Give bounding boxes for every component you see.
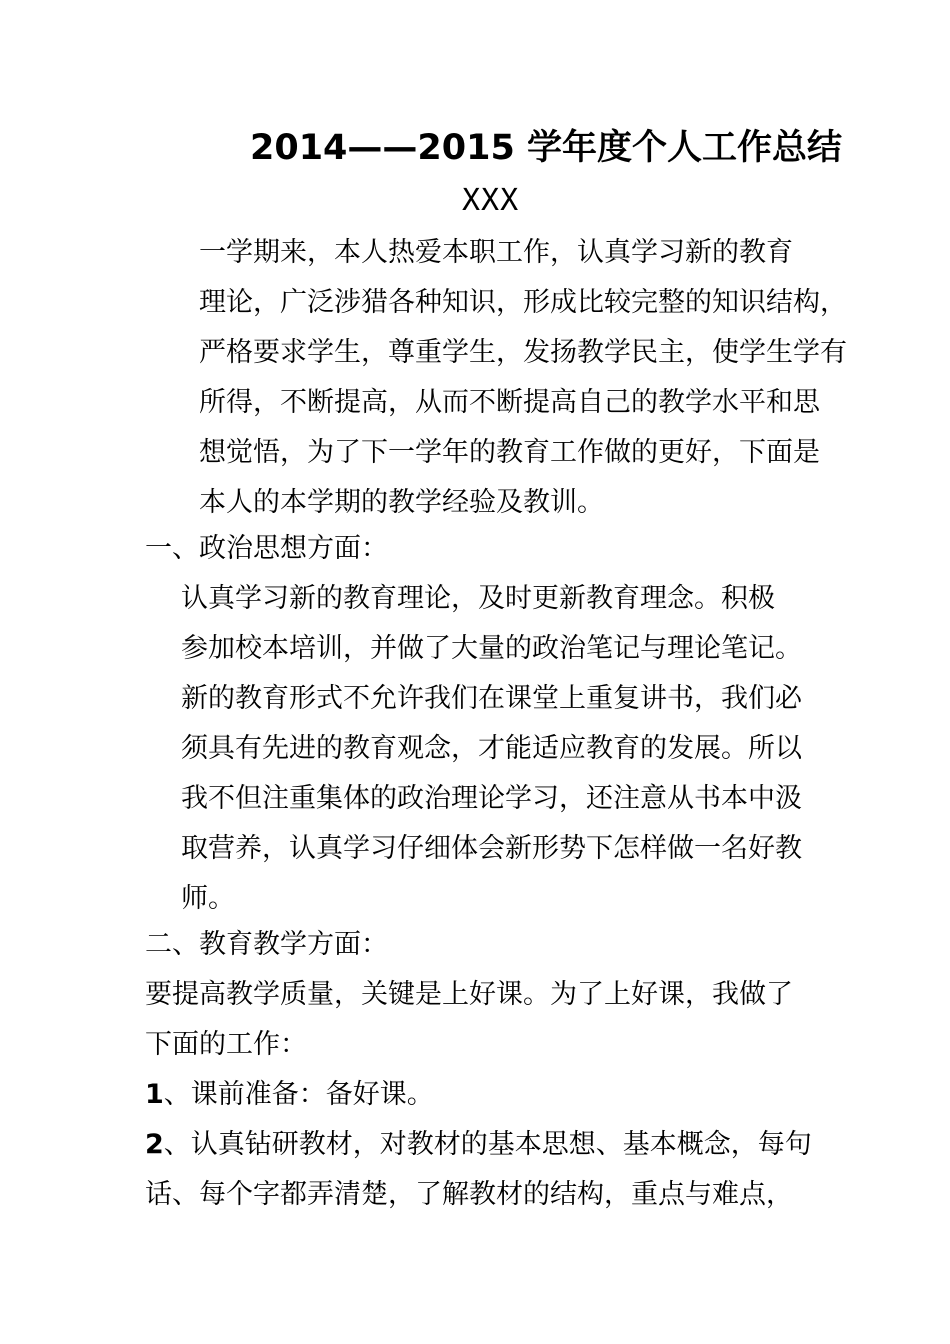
- teaching-line: 要提高教学质量，关键是上好课。为了上好课，我做了: [145, 979, 793, 1010]
- intro-line: 本人的本学期的教学经验及教训。: [199, 487, 604, 518]
- politics-line: 认真学习新的教育理论，及时更新教育理念。积极: [181, 583, 775, 614]
- list-item-1: [145, 1070, 810, 1120]
- teaching-paragraph: [145, 970, 810, 1070]
- teaching-line: 下面的工作：: [145, 1029, 307, 1060]
- politics-line: 我不但注重集体的政治理论学习，还注意从书本中汲: [181, 783, 802, 814]
- list-item-2: [145, 1120, 810, 1220]
- intro-line: 理论，广泛涉猎各种知识，形成比较完整的知识结构，: [199, 287, 847, 318]
- politics-line: 须具有先进的教育观念，才能适应教育的发展。所以: [181, 733, 802, 764]
- document-title: 2014——2015 学年度个人工作总结: [250, 128, 843, 168]
- author-name: XXX: [462, 183, 520, 218]
- intro-line: 一学期来，本人热爱本职工作，认真学习新的教育: [199, 237, 793, 268]
- section-heading-teaching: [145, 920, 810, 970]
- section-heading-politics: [145, 524, 810, 574]
- list-item-number: 2: [145, 1129, 164, 1160]
- list-item-line: [145, 1120, 810, 1170]
- section-heading-text: 二、教育教学方面：: [145, 929, 388, 960]
- list-item-text: 、课前准备：备好课。: [163, 1079, 434, 1110]
- politics-line: 参加校本培训，并做了大量的政治笔记与理论笔记。: [181, 633, 802, 664]
- intro-line: 严格要求学生，尊重学生，发扬教学民主，使学生学有: [199, 337, 847, 368]
- intro-paragraph: [145, 228, 847, 528]
- politics-paragraph: [145, 574, 810, 924]
- intro-line: 所得，不断提高，从而不断提高自己的教学水平和思: [199, 387, 820, 418]
- list-item-text: 、认真钻研教材，对教材的基本思想、基本概念，每句: [163, 1129, 812, 1160]
- list-item-number: 1: [145, 1079, 164, 1110]
- section-heading-text: 一、政治思想方面：: [145, 533, 388, 564]
- politics-line: 取营养，认真学习仔细体会新形势下怎样做一名好教: [181, 833, 802, 864]
- list-item-line: [145, 1070, 810, 1120]
- list-item-line: 话、每个字都弄清楚，了解教材的结构，重点与难点，: [145, 1179, 793, 1210]
- intro-line: 想觉悟，为了下一学年的教育工作做的更好，下面是: [199, 437, 820, 468]
- politics-line: 新的教育形式不允许我们在课堂上重复讲书，我们必: [181, 683, 802, 714]
- politics-line: 师。: [181, 883, 235, 914]
